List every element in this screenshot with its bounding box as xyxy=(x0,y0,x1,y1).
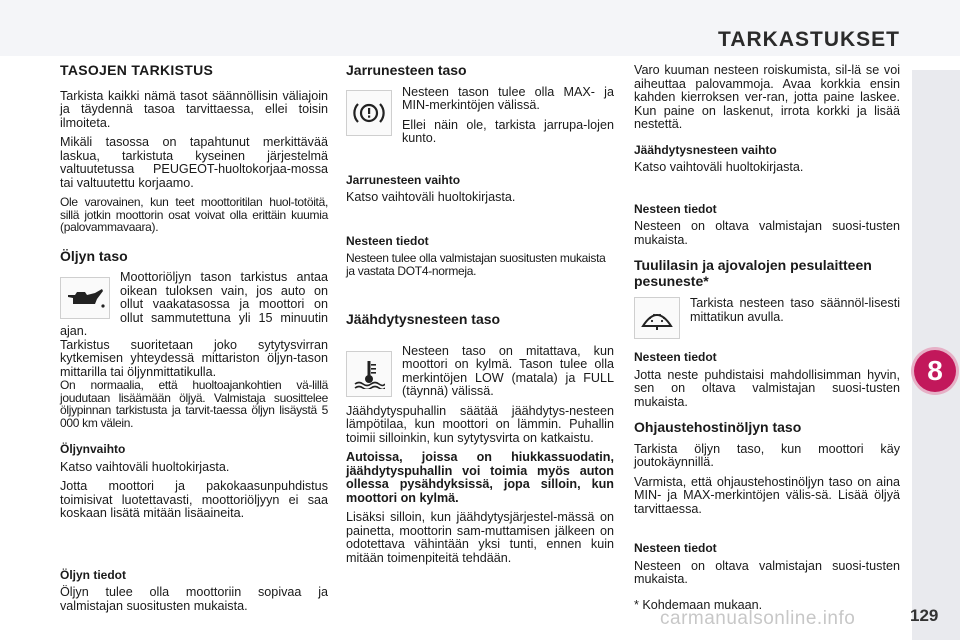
footnote: * Kohdemaan mukaan. xyxy=(634,597,763,612)
section-title: TASOJEN TARKISTUS xyxy=(60,62,214,78)
paragraph: Jotta neste puhdistaisi mahdollisimman hyvin, sen on oltava valmistajan suosi-tusten mukaista. xyxy=(634,367,900,409)
oil-spec-title: Öljyn tiedot xyxy=(60,567,126,582)
paragraph: Tarkistus suoritetaan joko sytytysvirran kytkemisen yhteydessä mittariston öljyn-tason mittarilla tai öljynmittatikulla. xyxy=(60,337,328,379)
paragraph: Varo kuuman nesteen roiskumista, sil-lä se voi aiheuttaa palovammoja. Avaa korkkia ensin kahden kierroksen ver-ran, jotta paine laskee. Kun paine on laskenut, irrota korkki ja lisää nestettä. xyxy=(634,63,900,131)
paragraph: Katso vaihtoväli huoltokirjasta. xyxy=(346,190,516,204)
paragraph: Nesteen on oltava valmistajan suosi-tusten mukaista. xyxy=(634,219,900,247)
washer-block xyxy=(634,297,900,343)
power-steering-title: Ohjaustehostinöljyn taso xyxy=(634,419,802,435)
paragraph: Moottoriöljyn tason tarkistus antaa oikean tuloksen vain, jos auto on ollut vaakatasossa ja moottori on ollut sammutettuna yli 15 minuutin ajan. xyxy=(60,271,328,338)
column-1 xyxy=(60,64,328,619)
paragraph: Jäähdytyspuhallin säätää jäähdytys-nesteen lämpötilaa, kun moottori on lämmin. Puhallin toimii silloinkin, kun sytytysvirta on katkaistu. xyxy=(346,403,614,445)
paragraph: Nesteen taso on mitattava, kun moottori on kylmä. Tason tulee olla merkintöjen LOW (matala) ja FULL (täynnä) välissä. xyxy=(402,344,614,398)
column-2 xyxy=(346,64,614,571)
washer-spec-title: Nesteen tiedot xyxy=(634,350,717,364)
coolant-spec-title: Nesteen tiedot xyxy=(634,201,717,216)
paragraph: Nesteen tulee olla valmistajan suositusten mukaista ja vastata DOT4-normeja. xyxy=(346,251,606,278)
paragraph: Öljyn tulee olla moottoriin sopivaa ja valmistajan suositusten mukaista. xyxy=(60,585,328,613)
paragraph: Katso vaihtoväli huoltokirjasta. xyxy=(634,160,804,174)
paragraph: Ellei näin ole, tarkista jarrupa-lojen kunto. xyxy=(402,117,614,145)
warning-paragraph: Autoissa, joissa on hiukkassuodatin, jäähdytyspuhallin voi toimia myös auton ollessa pysähdyksissä, jopa silloin, kun moottori on kylmä. xyxy=(346,450,614,505)
paragraph: Nesteen tason tulee olla MAX- ja MIN-merkintöjen välissä. xyxy=(402,85,614,112)
column-3 xyxy=(634,64,900,618)
brake-fluid-title: Jarrunesteen taso xyxy=(346,62,467,78)
washer-fluid-title: Tuulilasin ja ajovalojen pesulaitteen pesuneste* xyxy=(634,257,872,289)
brake-fluid-block xyxy=(346,86,614,152)
brake-change-title: Jarrunesteen vaihto xyxy=(346,172,461,187)
brake-warning-icon xyxy=(346,90,392,136)
page-number: 129 xyxy=(910,606,939,625)
oil-level-block xyxy=(60,271,328,339)
paragraph: Katso vaihtoväli huoltokirjasta. xyxy=(60,459,230,474)
coolant-title: Jäähdytysnesteen taso xyxy=(346,311,501,327)
oil-change-title: Öljynvaihto xyxy=(60,442,126,456)
paragraph: On normaalia, että huoltoajankohtien vä-lillä joudutaan lisäämään öljyä. Valmistaja suosittelee öljypinnan tarkistusta ja tarvit-taessa öljyn lisäystä 5 000 km välein. xyxy=(60,378,328,430)
watermark: carmanualsonline.info xyxy=(660,608,856,629)
chapter-number-badge[interactable]: 8 xyxy=(914,350,956,392)
paragraph: Jotta moottori ja pakokaasunpuhdistus toimisivat luotettavasti, moottoriöljyyn ei saa koskaan lisätä mitään lisäaineita. xyxy=(60,479,328,520)
paragraph: Lisäksi silloin, kun jäähdytysjärjestel-mässä on painetta, moottorin sam-muttamisen jälkeen on odotettava vähintään yksi tunti, ennen kuin mitään toimenpiteitä tehdään. xyxy=(346,510,614,565)
oil-can-icon xyxy=(60,277,110,319)
paragraph: Tarkista kaikki nämä tasot säännöllisin väliajoin ja täydennä tasoa tarvittaessa, ellei toisin ilmoiteta. xyxy=(60,88,328,130)
page-title: TARKASTUKSET xyxy=(718,28,900,51)
windscreen-washer-icon xyxy=(634,297,680,339)
steering-spec-title: Nesteen tiedot xyxy=(634,541,717,555)
paragraph: Ole varovainen, kun teet moottoritilan huol-totöitä, sillä jotkin moottorin osat voivat olla erittäin kuumia (palovammavaara). xyxy=(60,195,328,234)
oil-level-title: Öljyn taso xyxy=(60,247,128,264)
coolant-change-title: Jäähdytysnesteen vaihto xyxy=(634,142,777,157)
paragraph: Varmista, että ohjaustehostinöljyn taso on aina MIN- ja MAX-merkintöjen välis-sä. Lisää öljyä tarvittaessa. xyxy=(634,474,900,516)
brake-spec-title: Nesteen tiedot xyxy=(346,233,429,248)
paragraph: Mikäli tasossa on tapahtunut merkittävää laskua, tarkistuta kyseinen järjestelmä valtuutetussa PEUGEOT-huoltokorjaa-mossa tai valtuutettu korjaamo. xyxy=(60,135,328,190)
paragraph: Tarkista nesteen taso säännöl-lisesti mittatikun avulla. xyxy=(690,297,900,324)
paragraph: Nesteen on oltava valmistajan suosi-tusten mukaista. xyxy=(634,558,900,586)
coolant-temperature-icon xyxy=(346,351,392,397)
paragraph: Tarkista öljyn taso, kun moottori käy joutokäynnillä. xyxy=(634,441,900,469)
coolant-block xyxy=(346,345,614,401)
